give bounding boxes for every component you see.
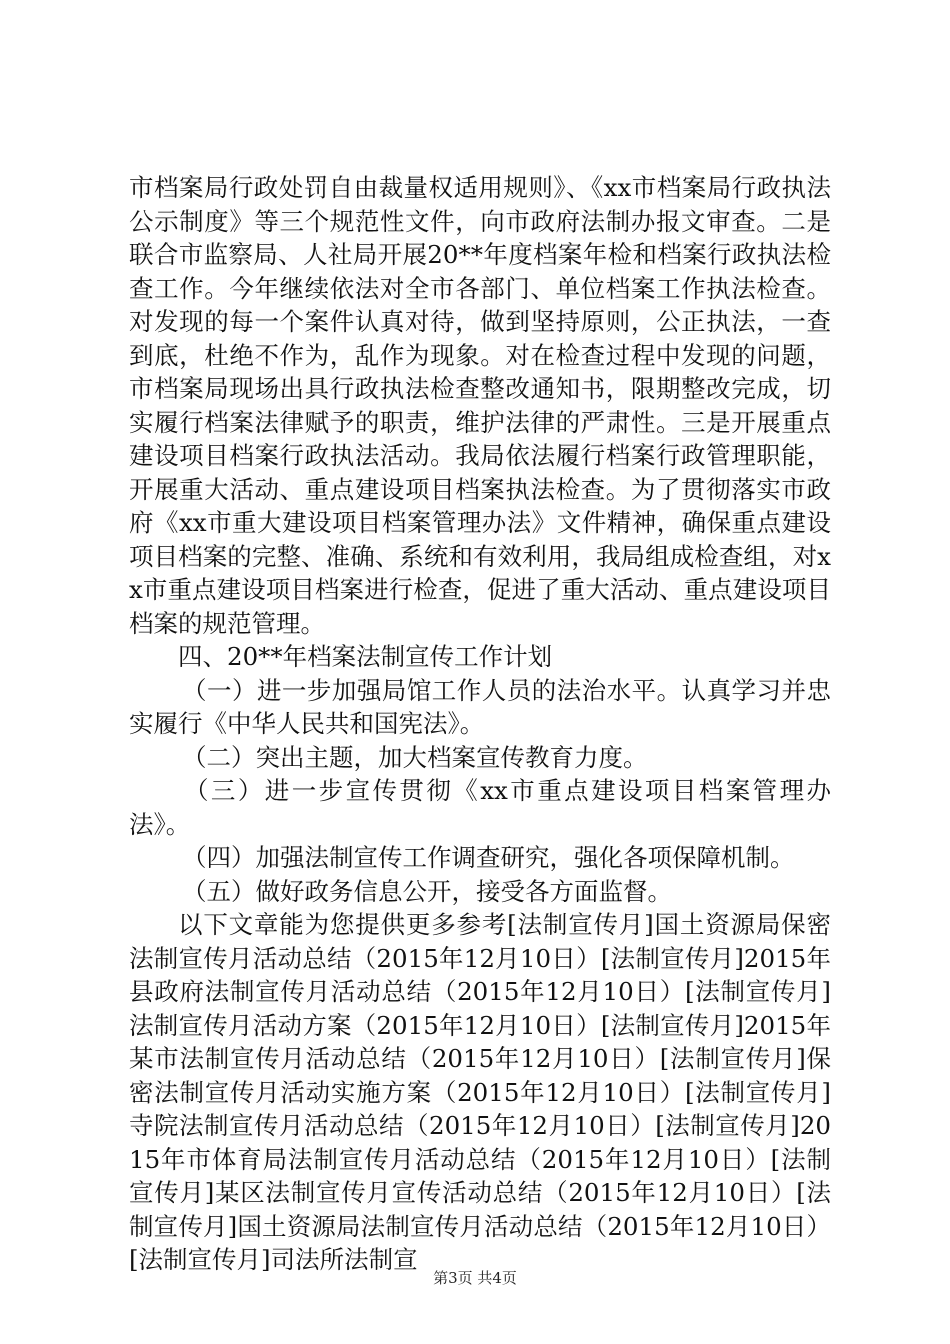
page-number: 第3页 共4页	[433, 1269, 517, 1287]
plan-item-5: （五）做好政务信息公开，接受各方面监督。	[182, 876, 672, 906]
paragraph-enforcement-work: 市档案局行政处罚自由裁量权适用规则》、《xx市档案局行政执法公示制度》等三个规范性文件，向市政府法制办报文审查。二是联合市监察局、人社局开展20**年度档案年检和档案行政执法检查工作。今年继续依法对全市各部门、单位档案工作执法检查。对发现的每一个案件认真对待，做到坚持原则，公正执法，一查到底，杜绝不作为，乱作为现象。对在检查过程中发现的问题，市档案局现场出具行政执法检查整改通知书，限期整改完成，切实履行档案法律赋予的职责，维护法律的严肃性。三是开展重点建设项目档案行政执法活动。我局依法履行档案行政管理职能，开展重大活动、重点建设项目档案执法检查。为了贯彻落实市政府《xx市重大建设项目档案管理办法》文件精神，确保重点建设项目档案的完整、准确、系统和有效利用，我局组成检查组，对xx市重点建设项目档案进行检查，促进了重大活动、重点建设项目档案的规范管理。	[129, 173, 831, 638]
page-footer	[0, 1268, 950, 1288]
section-heading-plan: 四、20**年档案法制宣传工作计划	[178, 642, 553, 671]
plan-item-2: （二）突出主题，加大档案宣传教育力度。	[182, 742, 648, 772]
document-body	[129, 171, 831, 1277]
plan-item-3: （三）进一步宣传贯彻《xx市重点建设项目档案管理办法》。	[129, 776, 831, 839]
plan-item-1: （一）进一步加强局馆工作人员的法治水平。认真学习并忠实履行《中华人民共和国宪法》。	[129, 675, 831, 738]
related-articles-paragraph: 以下文章能为您提供更多参考[法制宣传月]国土资源局保密法制宣传月活动总结（2015年12月10日）[法制宣传月]2015年县政府法制宣传月活动总结（2015年12月10日）[法制宣传月]法制宣传月活动方案（2015年12月10日）[法制宣传月]2015年某市法制宣传月活动总结（2015年12月10日）[法制宣传月]保密法制宣传月活动实施方案（2015年12月10日）[法制宣传月]寺院法制宣传月活动总结（2015年12月10日）[法制宣传月]2015年市体育局法制宣传月活动总结（2015年12月10日）[法制宣传月]某区法制宣传月宣传活动总结（2015年12月10日）[法制宣传月]国土资源局法制宣传月活动总结（2015年12月10日）[法制宣传月]司法所法制宣	[129, 910, 831, 1274]
plan-item-4: （四）加强法制宣传工作调查研究，强化各项保障机制。	[182, 843, 795, 872]
